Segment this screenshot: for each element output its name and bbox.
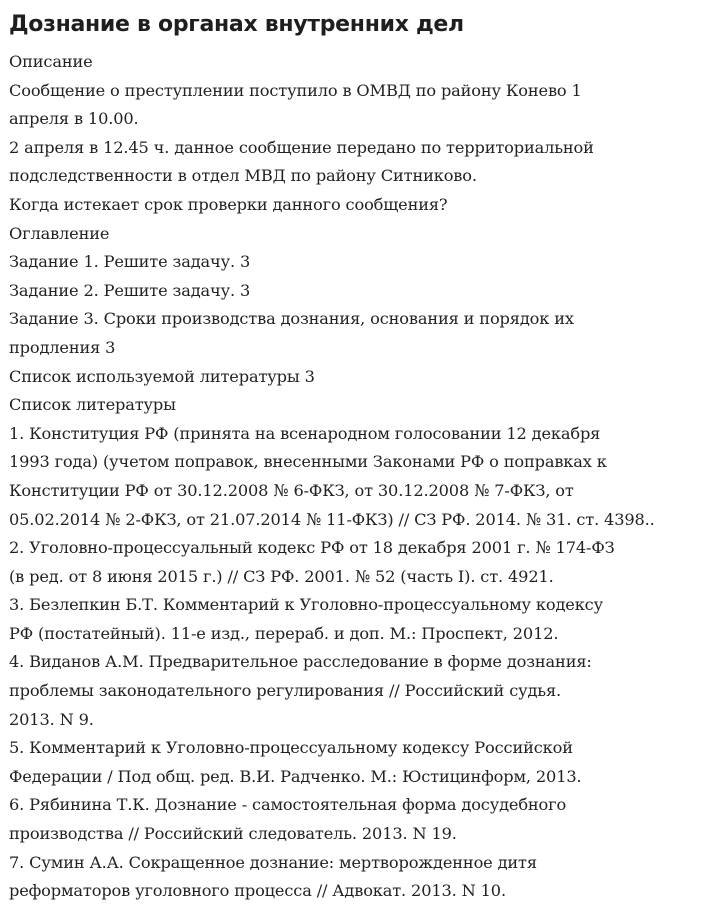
references-section bbox=[9, 391, 693, 906]
toc-item: Список используемой литературы 3 bbox=[9, 366, 315, 386]
reference-line: реформаторов уголовного процесса // Адвокат. 2013. N 10. bbox=[9, 881, 506, 901]
reference-line: 3. Безлепкин Б.Т. Комментарий к Уголовно-процессуальному кодексу bbox=[9, 595, 603, 615]
description-section bbox=[9, 48, 693, 220]
description-line: Сообщение о преступлении поступило в ОМВД по району Конево 1 bbox=[9, 80, 582, 100]
reference-line: 5. Комментарий к Уголовно-процессуальному кодексу Российской bbox=[9, 738, 573, 758]
reference-line: 6. Рябинина Т.К. Дознание - самостоятельная форма досудебного bbox=[9, 795, 567, 815]
page-title: Дознание в органах внутренних дел bbox=[9, 12, 464, 37]
description-heading: Описание bbox=[9, 52, 93, 71]
reference-line: 1. Конституция РФ (принята на всенародном голосовании 12 декабря bbox=[9, 423, 601, 443]
toc-item: Задание 2. Решите задачу. 3 bbox=[9, 280, 251, 300]
reference-line: 4. Виданов А.М. Предварительное расследование в форме дознания: bbox=[9, 652, 592, 672]
toc-item: продления 3 bbox=[9, 337, 116, 357]
references-heading: Список литературы bbox=[9, 395, 176, 415]
reference-line: (в ред. от 8 июня 2015 г.) // СЗ РФ. 2001. № 52 (часть I). ст. 4921. bbox=[9, 566, 554, 586]
reference-line: 05.02.2014 № 2-ФКЗ, от 21.07.2014 № 11-ФКЗ) // СЗ РФ. 2014. № 31. ст. 4398.. bbox=[9, 509, 655, 529]
reference-line: Федерации / Под общ. ред. В.И. Радченко. М.: Юстицинформ, 2013. bbox=[9, 766, 582, 786]
toc-heading: Оглавление bbox=[9, 223, 110, 243]
description-line: 2 апреля в 12.45 ч. данное сообщение передано по территориальной bbox=[9, 137, 594, 157]
reference-line: 2013. N 9. bbox=[9, 709, 94, 729]
toc-item: Задание 3. Сроки производства дознания, основания и порядок их bbox=[9, 309, 574, 329]
reference-line: 1993 года) (учетом поправок, внесенными Законами РФ о поправках к bbox=[9, 452, 607, 472]
toc-section bbox=[9, 220, 693, 392]
reference-line: производства // Российский следователь. 2013. N 19. bbox=[9, 824, 457, 844]
toc-item: Задание 1. Решите задачу. 3 bbox=[9, 252, 251, 272]
description-line: Когда истекает срок проверки данного сообщения? bbox=[9, 194, 448, 214]
reference-line: 7. Сумин А.А. Сокращенное дознание: мертворожденное дитя bbox=[9, 852, 537, 872]
reference-line: Конституции РФ от 30.12.2008 № 6-ФКЗ, от 30.12.2008 № 7-ФКЗ, от bbox=[9, 480, 574, 500]
reference-line: проблемы законодательного регулирования // Российский судья. bbox=[9, 681, 562, 701]
description-line: апреля в 10.00. bbox=[9, 109, 139, 129]
description-line: подследственности в отдел МВД по району Ситниково. bbox=[9, 166, 477, 186]
reference-line: 2. Уголовно-процессуальный кодекс РФ от 18 декабря 2001 г. № 174-ФЗ bbox=[9, 538, 615, 558]
reference-line: РФ (постатейный). 11-е изд., перераб. и доп. М.: Проспект, 2012. bbox=[9, 623, 559, 643]
